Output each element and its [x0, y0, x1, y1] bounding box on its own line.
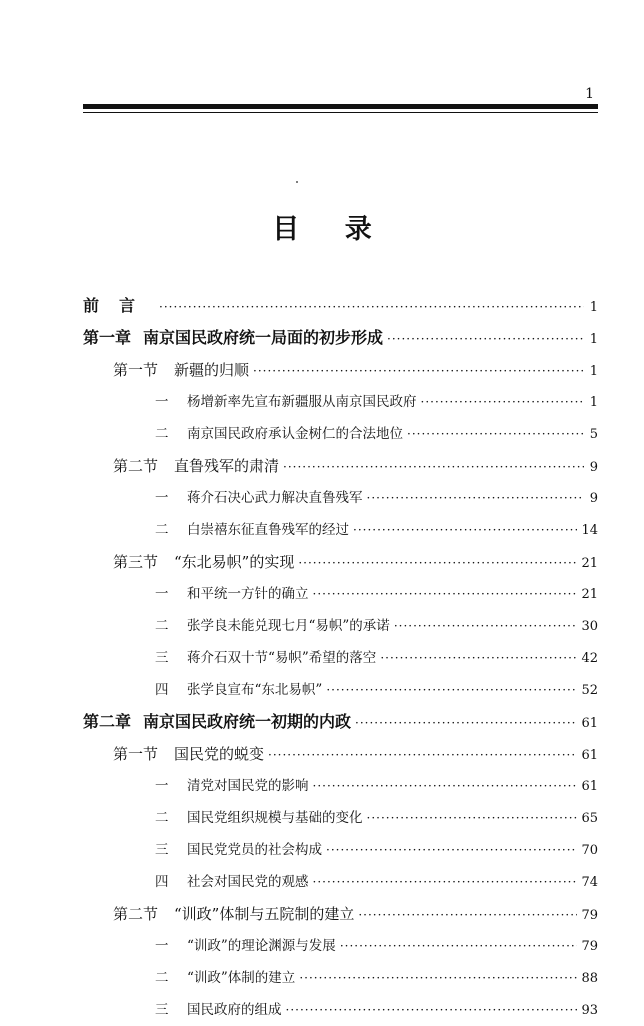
toc-entry-number: 一: [155, 778, 169, 794]
dot-leader: [326, 834, 577, 866]
toc-entry-page: 74: [581, 875, 598, 890]
toc-entry-number: 第二节: [113, 905, 159, 923]
toc-entry-subsection[interactable]: [83, 514, 598, 546]
dot-leader: [253, 355, 584, 386]
toc-entry-preface[interactable]: [83, 290, 598, 322]
toc-entry-page: 52: [581, 683, 598, 698]
toc-entry-title: 清党对国民党的影响: [187, 778, 309, 794]
toc-entry-title: 国民政府的组成: [187, 1002, 282, 1018]
dot-leader: [326, 674, 577, 706]
toc-entry-subsection[interactable]: [83, 610, 598, 642]
toc-entry-number: 二: [155, 970, 169, 986]
toc-entry-subsection[interactable]: [83, 418, 598, 450]
toc-entry-number: 二: [155, 618, 169, 634]
toc-entry-title: 前言: [83, 296, 156, 315]
toc-entry-number: 四: [155, 874, 169, 890]
dot-leader: [380, 642, 577, 674]
toc-entry-number: 第二章: [83, 712, 132, 731]
dot-leader: [313, 866, 578, 898]
toc-entry-number: 一: [155, 394, 169, 410]
toc-entry-number: 一: [155, 586, 169, 602]
toc-entry-page: 61: [581, 779, 598, 794]
dot-leader: [159, 291, 584, 322]
dot-leader: [299, 962, 577, 994]
toc-entry-page: 79: [581, 939, 598, 954]
toc-entry-number: 第二节: [113, 457, 159, 475]
toc-entry-number: 二: [155, 426, 169, 442]
toc-entry-page: 5: [589, 427, 598, 442]
toc-entry-number: 第三节: [113, 553, 159, 571]
toc-entry-number: 四: [155, 682, 169, 698]
table-of-contents: [83, 290, 598, 1026]
toc-entry-title: “训政”体制的建立: [187, 970, 296, 986]
toc-entry-subsection[interactable]: [83, 994, 598, 1026]
toc-entry-subsection[interactable]: [83, 674, 598, 706]
toc-entry-number: 二: [155, 810, 169, 826]
toc-entry-section[interactable]: [83, 546, 598, 578]
toc-entry-subsection[interactable]: [83, 802, 598, 834]
toc-entry-subsection[interactable]: [83, 930, 598, 962]
toc-entry-page: 79: [581, 908, 598, 923]
toc-entry-page: 1: [589, 364, 598, 379]
dot-leader: [407, 418, 584, 450]
toc-entry-page: 88: [581, 971, 598, 986]
toc-entry-title: “东北易帜”的实现: [174, 553, 295, 571]
toc-entry-number: 第一章: [83, 328, 132, 347]
toc-entry-number: 二: [155, 522, 169, 538]
toc-entry-page: 21: [581, 587, 598, 602]
toc-entry-title: 新疆的归顺: [174, 361, 250, 379]
toc-entry-title: 南京国民政府统一局面的初步形成: [143, 328, 384, 347]
toc-title: 目 录: [272, 214, 390, 245]
toc-entry-title: 张学良宣布“东北易帜”: [187, 682, 323, 698]
toc-entry-title: 国民党组织规模与基础的变化: [187, 810, 363, 826]
toc-entry-subsection[interactable]: [83, 642, 598, 674]
toc-entry-page: 65: [581, 811, 598, 826]
dot-leader: [421, 386, 585, 418]
toc-entry-subsection[interactable]: [83, 386, 598, 418]
toc-entry-page: 1: [589, 332, 598, 347]
toc-entry-subsection[interactable]: [83, 834, 598, 866]
toc-entry-subsection[interactable]: [83, 866, 598, 898]
toc-entry-title: 蒋介石决心武力解决直鲁残军: [187, 490, 363, 506]
dot-leader: [353, 514, 577, 546]
dot-leader: [283, 451, 584, 482]
toc-entry-title: 国民党党员的社会构成: [187, 842, 322, 858]
dot-leader: [268, 739, 577, 770]
toc-entry-subsection[interactable]: [83, 578, 598, 610]
dot-leader: [355, 707, 577, 738]
dot-leader: [367, 482, 585, 514]
toc-entry-number: 三: [155, 842, 169, 858]
toc-entry-subsection[interactable]: [83, 962, 598, 994]
toc-entry-page: 9: [589, 460, 598, 475]
toc-entry-title: 蒋介石双十节“易帜”希望的落空: [187, 650, 377, 666]
toc-entry-page: 30: [581, 619, 598, 634]
toc-entry-title: 杨增新率先宣布新疆服从南京国民政府: [187, 394, 417, 410]
dot-leader: [286, 994, 578, 1026]
paper-speck: [296, 181, 298, 183]
dot-leader: [358, 899, 577, 930]
toc-entry-number: 第一节: [113, 745, 159, 763]
toc-entry-number: 第一节: [113, 361, 159, 379]
toc-entry-title: 白崇禧东征直鲁残军的经过: [187, 522, 349, 538]
toc-entry-chapter[interactable]: [83, 322, 598, 354]
dot-leader: [340, 930, 578, 962]
toc-entry-title: 南京国民政府统一初期的内政: [143, 712, 352, 731]
toc-entry-number: 三: [155, 650, 169, 666]
toc-entry-title: 国民党的蜕变: [174, 745, 265, 763]
toc-entry-page: 1: [589, 395, 598, 410]
toc-entry-chapter[interactable]: [83, 706, 598, 738]
page-number: 1: [585, 86, 594, 102]
toc-entry-page: 9: [589, 491, 598, 506]
toc-entry-title: 张学良未能兑现七月“易帜”的承诺: [187, 618, 390, 634]
toc-entry-title: 社会对国民党的观感: [187, 874, 309, 890]
dot-leader: [298, 547, 577, 578]
dot-leader: [367, 802, 578, 834]
toc-entry-page: 61: [581, 748, 598, 763]
dot-leader: [313, 578, 578, 610]
toc-entry-page: 93: [581, 1003, 598, 1018]
toc-entry-page: 1: [589, 300, 598, 315]
toc-entry-title: 南京国民政府承认金树仁的合法地位: [187, 426, 403, 442]
dot-leader: [313, 770, 578, 802]
dot-leader: [394, 610, 578, 642]
toc-entry-number: 一: [155, 938, 169, 954]
toc-entry-subsection[interactable]: [83, 482, 598, 514]
dot-leader: [387, 323, 584, 354]
toc-entry-number: 一: [155, 490, 169, 506]
toc-entry-section[interactable]: [83, 450, 598, 482]
toc-entry-page: 42: [581, 651, 598, 666]
header-rule-thin: [83, 112, 598, 113]
toc-entry-page: 21: [581, 556, 598, 571]
toc-entry-page: 70: [581, 843, 598, 858]
toc-entry-subsection[interactable]: [83, 770, 598, 802]
toc-entry-number: 三: [155, 1002, 169, 1018]
header-rule-thick: [83, 104, 598, 109]
toc-entry-page: 61: [581, 716, 598, 731]
toc-entry-page: 14: [581, 523, 598, 538]
toc-entry-section[interactable]: [83, 354, 598, 386]
toc-entry-title: 和平统一方针的确立: [187, 586, 309, 602]
toc-entry-title: 直鲁残军的肃清: [174, 457, 280, 475]
toc-entry-section[interactable]: [83, 898, 598, 930]
toc-entry-title: “训政”体制与五院制的建立: [174, 905, 355, 923]
toc-entry-section[interactable]: [83, 738, 598, 770]
toc-entry-title: “训政”的理论渊源与发展: [187, 938, 336, 954]
